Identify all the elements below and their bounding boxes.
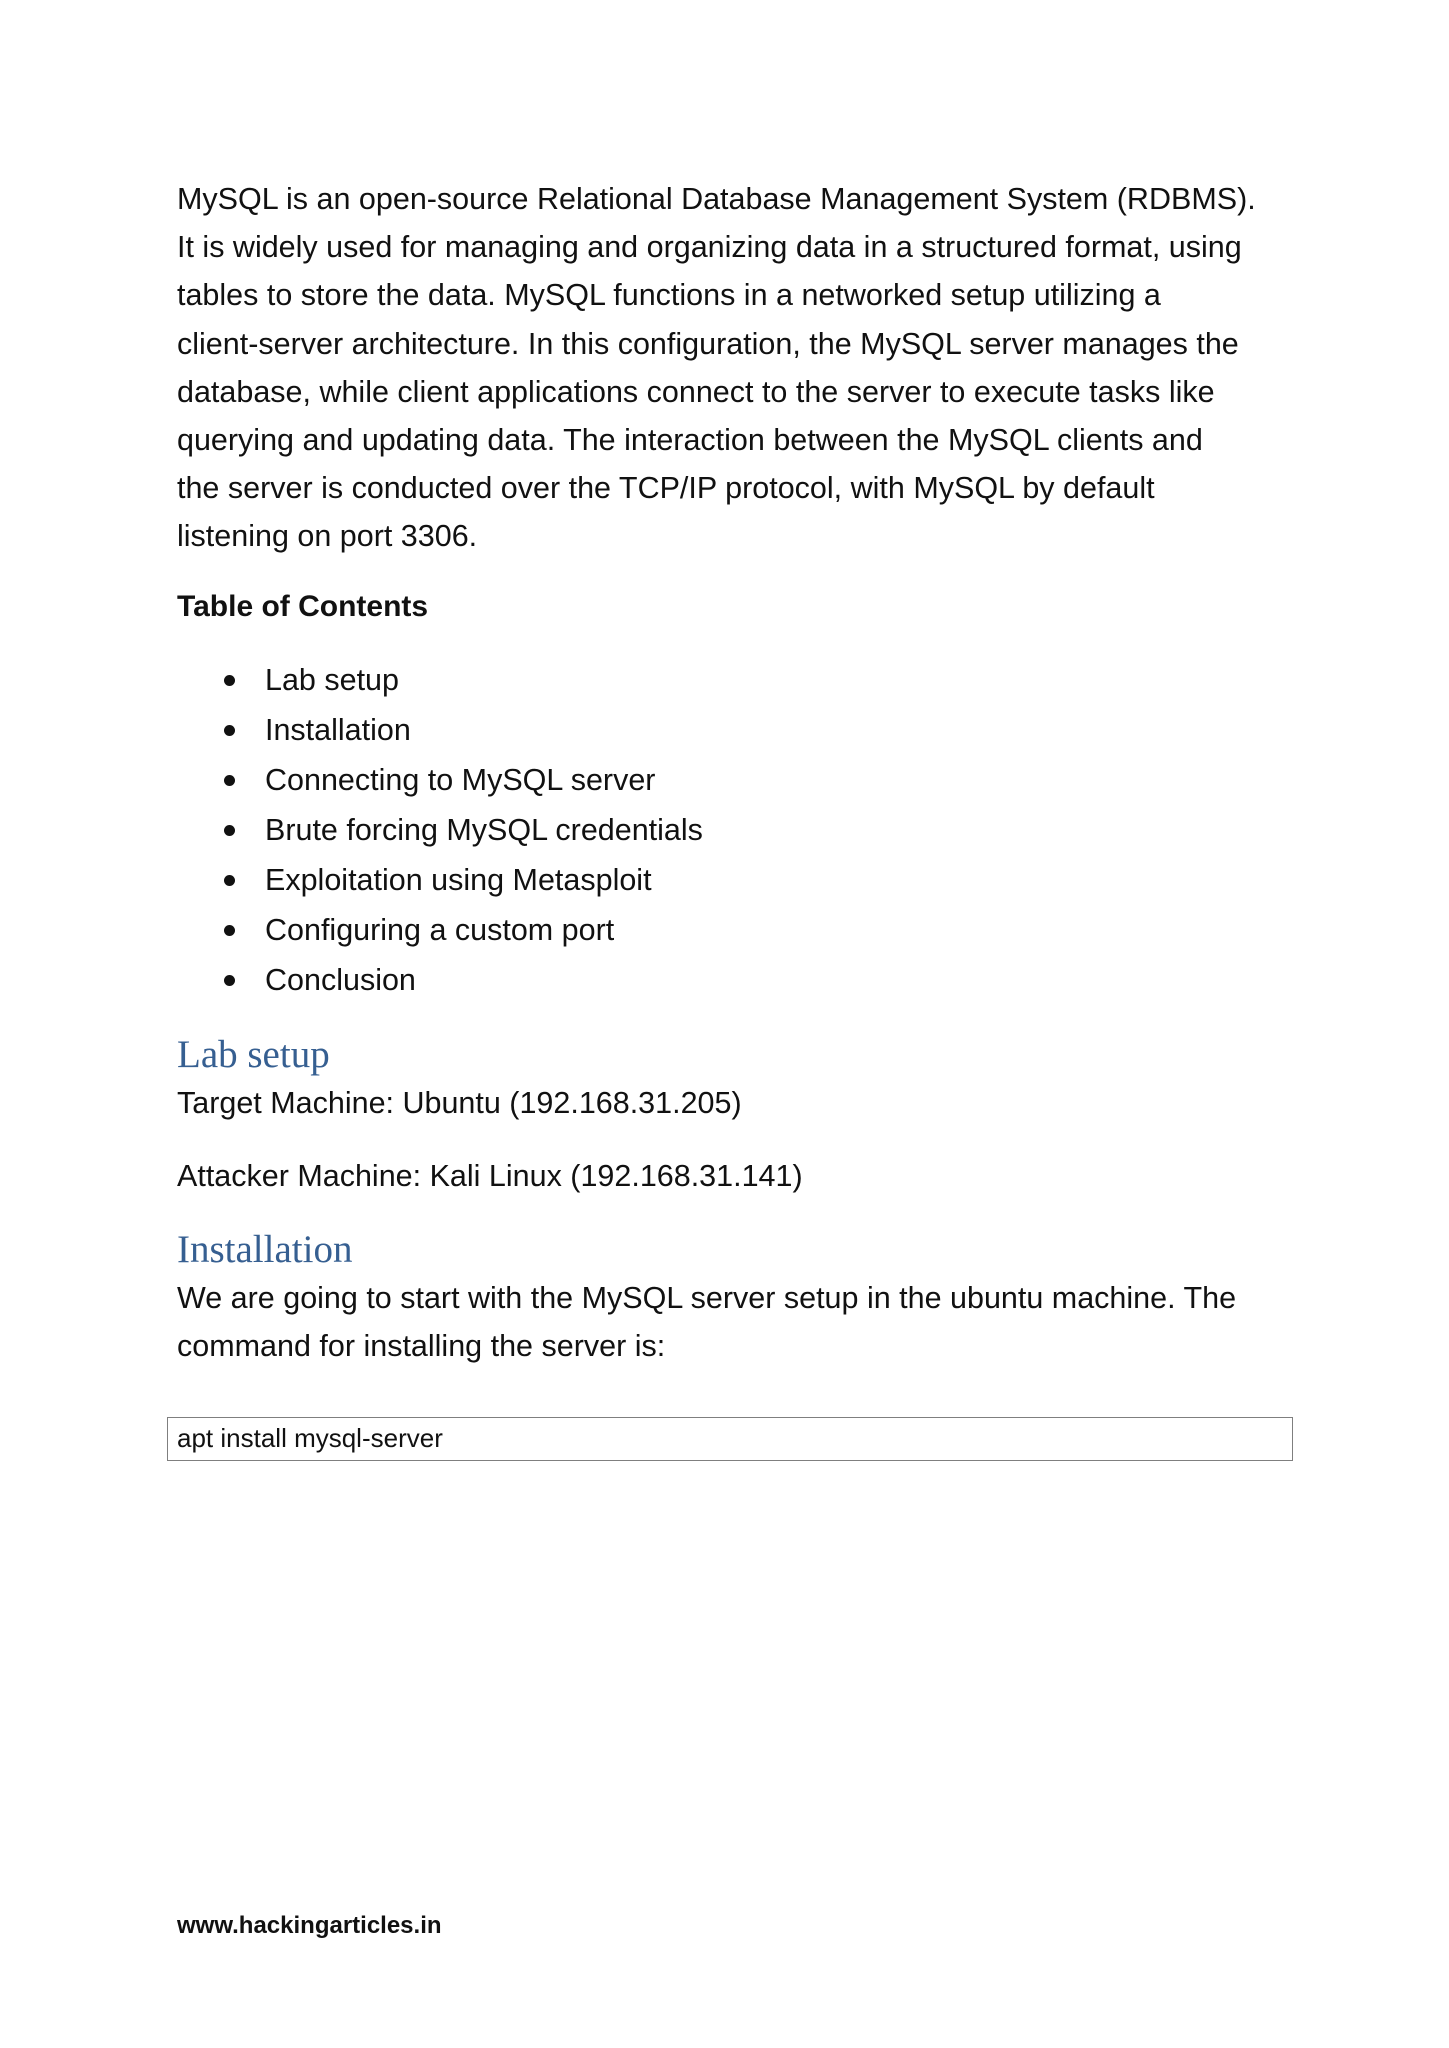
toc-item-conclusion	[177, 955, 1297, 1005]
intro-line: database, while client applications connect to the server to execute tasks like	[177, 374, 1215, 409]
intro-paragraph	[177, 175, 1297, 561]
toc-item-label: Configuring a custom port	[265, 912, 615, 947]
toc-item-custom-port	[177, 905, 1297, 955]
toc-item-installation	[177, 705, 1297, 755]
installation-line: command for installing the server is:	[177, 1329, 666, 1364]
bullet-icon	[224, 775, 235, 786]
toc-item-lab-setup	[177, 655, 1297, 705]
bullet-icon	[224, 825, 235, 836]
intro-line: listening on port 3306.	[177, 519, 478, 554]
bullet-icon	[224, 725, 235, 736]
command-box: apt install mysql-server	[167, 1417, 1293, 1461]
bullet-icon	[224, 675, 235, 686]
toc-item-label: Connecting to MySQL server	[265, 762, 656, 797]
toc-title: Table of Contents	[177, 589, 429, 623]
document-body	[177, 175, 1297, 1370]
toc-item-label: Installation	[265, 712, 411, 747]
bullet-icon	[224, 925, 235, 936]
toc-item-brute-forcing	[177, 805, 1297, 855]
toc-list	[177, 655, 1297, 1005]
bullet-icon	[224, 975, 235, 986]
intro-line: the server is conducted over the TCP/IP protocol, with MySQL by default	[177, 471, 1155, 506]
installation-heading: Installation	[177, 1228, 353, 1272]
intro-line: querying and updating data. The interaction between the MySQL clients and	[177, 423, 1203, 458]
toc-item-label: Brute forcing MySQL credentials	[265, 812, 703, 847]
intro-line: tables to store the data. MySQL functions in a networked setup utilizing a	[177, 278, 1161, 313]
target-machine-text: Target Machine: Ubuntu (192.168.31.205)	[177, 1085, 742, 1120]
bullet-icon	[224, 875, 235, 886]
intro-line: It is widely used for managing and organizing data in a structured format, using	[177, 230, 1242, 265]
toc-item-label: Exploitation using Metasploit	[265, 862, 652, 897]
toc-item-connecting	[177, 755, 1297, 805]
lab-setup-heading: Lab setup	[177, 1032, 330, 1076]
attacker-machine-text: Attacker Machine: Kali Linux (192.168.31.141)	[177, 1158, 803, 1193]
intro-line: MySQL is an open-source Relational Database Management System (RDBMS).	[177, 182, 1256, 216]
footer-url: www.hackingarticles.in	[177, 1912, 442, 1939]
toc-item-label: Lab setup	[265, 662, 399, 697]
toc-item-exploitation	[177, 855, 1297, 905]
intro-line: client-server architecture. In this configuration, the MySQL server manages the	[177, 326, 1239, 361]
installation-line: We are going to start with the MySQL server setup in the ubuntu machine. The	[177, 1281, 1237, 1316]
toc-item-label: Conclusion	[265, 962, 416, 997]
